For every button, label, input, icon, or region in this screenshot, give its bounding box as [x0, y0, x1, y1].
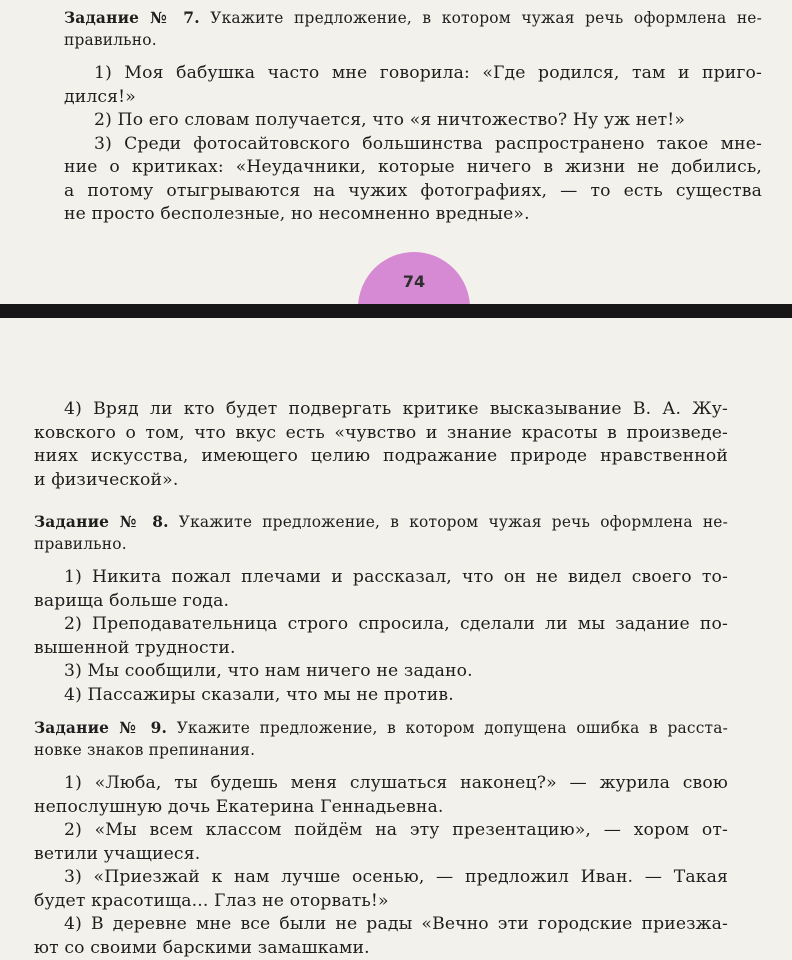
task-9-block [34, 718, 728, 960]
task-8-label: Задание № 8. [34, 513, 169, 531]
task-9-question-line-2: новке знаков препинания. [34, 740, 256, 759]
task-9-option-4-line-1: 4) В деревне мне все были не рады «Вечно эти городские приезжа- [64, 914, 728, 934]
task-9-option-3-line-1: 3) «Приезжай к нам лучше осенью, — предложил Иван. — Такая [64, 867, 728, 887]
page-bottom [0, 318, 792, 960]
task-7-option-4-line-4: и физической». [34, 469, 179, 490]
task-7-option-3-line-2: ние о критиках: «Неудачники, которые ничего в жизни не добились, [64, 157, 762, 177]
task-8-question-line-1: Задание № 8. Укажите предложение, в котором чужая речь оформлена не- [34, 513, 728, 531]
task-7-option-4-line-1: 4) Вряд ли кто будет подвергать критике высказывание В. А. Жу- [64, 399, 728, 419]
task-8-option-1-line-2: варища больше года. [34, 590, 230, 611]
task-9-option-3-line-2: будет красотища... Глаз не оторвать!» [34, 890, 389, 911]
task-7-option-4-line-2: ковского о том, что вкус есть «чувство и знание красоты в произведе- [34, 422, 728, 443]
task-7-option-1-line-2: дился!» [64, 86, 136, 107]
task-8-block [34, 512, 728, 707]
task-7-block [64, 8, 762, 227]
task-7-continuation [34, 398, 728, 492]
page-top [0, 0, 792, 304]
task-7-label: Задание № 7. [64, 9, 200, 27]
task-7-question-line-2: правильно. [64, 30, 157, 49]
task-9-label: Задание № 9. [34, 719, 168, 737]
task-8-option-1-line-1: 1) Никита пожал плечами и рассказал, что он не видел своего то- [64, 567, 728, 587]
task-9-question-line-1: Задание № 9. Укажите предложение, в котором допущена ошибка в расста- [34, 719, 729, 737]
task-9-option-2-line-2: ветили учащиеся. [34, 843, 201, 864]
task-7-option-3-line-4: не просто бесполезные, но несомненно вредные». [64, 204, 530, 224]
task-7-option-3-line-3: а потому отыгрываются на чужих фотографиях, — то есть существа [64, 180, 762, 201]
task-8-question-line-2: правильно. [34, 534, 127, 553]
task-9-option-1-line-1: 1) «Люба, ты будешь меня слушаться наконец?» — журила свою [64, 773, 728, 793]
task-9-option-2-line-1: 2) «Мы всем классом пойдём на эту презентацию», — хором от- [64, 820, 728, 840]
task-7-option-1-line-1: 1) Моя бабушка часто мне говорила: «Где родился, там и приго- [94, 63, 762, 83]
task-7-option-4-line-3: ниях искусства, имеющего целию подражание природе нравственной [34, 446, 728, 466]
task-7-option-3-line-1: 3) Среди фотосайтовского большинства распространено такое мне- [94, 133, 762, 154]
task-7-option-2-line-1: 2) По его словам получается, что «я ничтожество? Ну уж нет!» [94, 110, 686, 130]
task-9-option-1-line-2: непослушную дочь Екатерина Геннадьевна. [34, 796, 444, 817]
page-divider [0, 304, 792, 318]
task-8-option-2-line-2: вышенной трудности. [34, 637, 236, 658]
task-8-option-4-line-1: 4) Пассажиры сказали, что мы не против. [64, 684, 454, 705]
page-number-badge [358, 252, 470, 304]
page-number: 74 [402, 272, 426, 291]
task-7-question-line-1: Задание № 7. Укажите предложение, в котором чужая речь оформлена не- [64, 9, 763, 27]
task-8-option-2-line-1: 2) Преподавательница строго спросила, сделали ли мы задание по- [64, 614, 728, 634]
task-8-option-3-line-1: 3) Мы сообщили, что нам ничего не задано. [64, 661, 473, 681]
task-9-option-4-line-2: ют со своими барскими замашками. [34, 937, 370, 958]
